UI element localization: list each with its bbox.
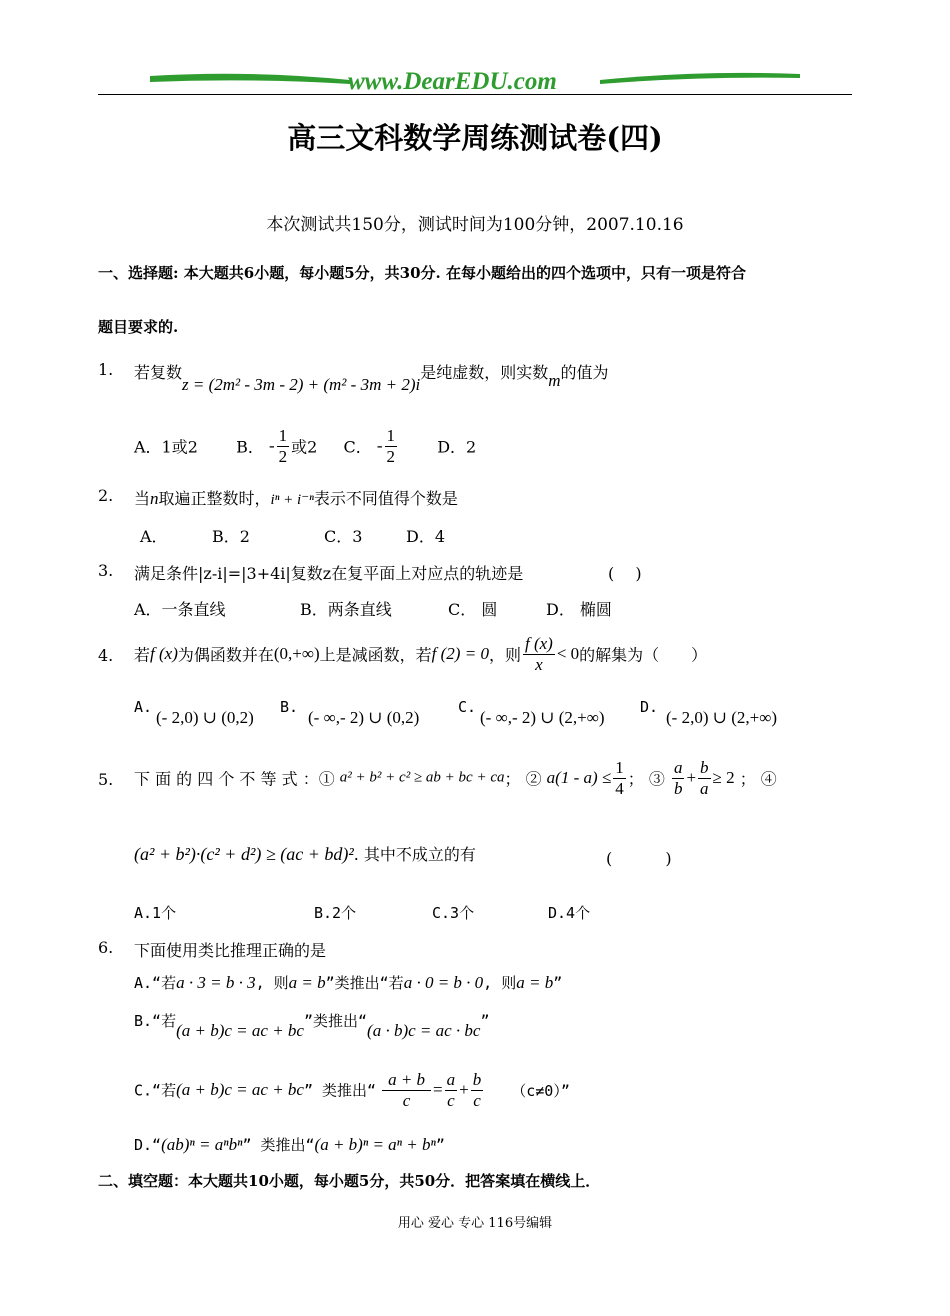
q5-option-d: D.4个 [548,904,591,922]
q3-option-c: C． 圆 [448,600,498,619]
q5-option-c: C.3个 [432,904,475,922]
q3-stem: 满足条件|z-i|=|3+4i|复数z在复平面上对应点的轨迹是 [134,564,524,583]
q5-option-b: B.2个 [314,904,357,922]
q4-option-a: (- 2,0) ∪ (0,2) [156,708,254,727]
q4-option-a-label: A. [134,698,153,716]
q1-option-c-label: C． [343,437,372,457]
q5-number: 5. [98,770,114,789]
q1-options: A．1或2 B． - $\frac{1}{2}$ 或2 C． - $\frac{1}{2}$ D．2 [134,426,477,466]
q4-option-c: (- ∞,- 2) ∪ (2,+∞) [480,708,605,727]
q4-option-b: (- ∞,- 2) ∪ (0,2) [308,708,420,727]
subtitle: 本次测试共150分，测试时间为100分钟，2007.10.16 [266,215,684,235]
q3-answer-paren: ( ) [608,564,642,583]
q3-option-a: A．一条直线 [134,600,226,619]
q6-number: 6. [98,938,114,957]
q6-stem: 下面使用类比推理正确的是 [134,941,327,960]
q4-number: 4. [98,646,114,665]
q2-option-c: C．3 [324,527,363,546]
q1-stem: 若复数z = (2m² - 3m - 2) + (m² - 3m + 2)i是纯虚数，则实数m的值为 [134,363,609,394]
q1-option-b-label: B． [236,437,264,457]
q1-number: 1. [98,360,114,379]
q1-formula: z = (2m² - 3m - 2) + (m² - 3m + 2)i [182,375,421,394]
q5-ineq-4: (a² + b²)·(c² + d²) ≥ (ac + bd)² [134,844,354,864]
q2-option-d: D．4 [406,527,446,546]
q4-stem: 若f (x)为偶函数并在(0,+∞)上是减函数，若f (2) = 0，则 $\frac{f (x)}{x}$ < 0的解集为（ ） [134,634,708,674]
q6-option-b: B.“若(a + b)c = ac + bc”类推出“(a · b)c = ac · bc” [134,1012,490,1040]
logo-text: www.DearEDU.com [348,68,557,95]
q2-option-a: A． [140,527,168,546]
q4-fraction: $\frac{f (x)}{x}$ [524,634,553,674]
q2-number: 2. [98,486,114,505]
section2-heading: 二、填空题：本大题共10小题，每小题5分，共50分．把答案填在横线上． [98,1172,601,1190]
q1-option-c-frac: $\frac{1}{2}$ [386,426,396,466]
section1-heading: 一、选择题: 本大题共6小题，每小题5分，共30分. 在每小题给出的四个选项中，只有一项是符合 [98,264,746,282]
q5-ineq-2: a(1 - a) ≤ [546,768,612,788]
q5-ineq-1: a² + b² + c² ≥ ab + bc + ca [339,769,505,786]
q1-option-d: D．2 [437,437,477,457]
q5-option-a: A.1个 [134,904,177,922]
q2-stem: 当n取遍正整数时，iⁿ + i⁻ⁿ表示不同值得个数是 [134,489,458,508]
q4-option-b-label: B. [280,698,299,716]
q6-option-a: A.“若a · 3 = b · 3, 则a = b”类推出“若a · 0 = b · 0, 则a = b” [134,973,563,992]
q3-option-d: D． 椭圆 [546,600,612,619]
q4-option-d-label: D. [640,698,659,716]
q3-option-b: B．两条直线 [300,600,392,619]
q6-option-c: C.“若(a + b)c = ac + bc” 类推出“ $\frac{a + b}{c}$ = $\frac{a}{c}$ + $\frac{b}{c}$ （c≠0）” [134,1070,570,1110]
q1-option-a: A．1或2 [134,437,198,457]
q5-stem-cont: (a² + b²)·(c² + d²) ≥ (ac + bd)². 其中不成立的有 [134,844,476,864]
q1-option-b-frac: $\frac{1}{2}$ [278,426,288,466]
q6-option-d: D.“(ab)ⁿ = aⁿbⁿ” 类推出“(a + b)ⁿ = aⁿ + bⁿ” [134,1135,445,1154]
page-title: 高三文科数学周练测试卷(四) [287,121,663,155]
q4-option-d: (- 2,0) ∪ (2,+∞) [666,708,778,727]
section1-heading-cont: 题目要求的. [98,318,179,336]
q4-option-c-label: C. [458,698,477,716]
q2-option-b: B．2 [212,527,250,546]
q5-stem: 下 面 的 四 个 不 等 式 ：① a² + b² + c² ≥ ab + bc + ca； ② a(1 - a) ≤ $\frac{1}{4}$ ； ③ $\frac{a}{b}$ + $\frac{b}{a}$ ≥ 2 ； ④ [134,758,777,798]
q3-number: 3. [98,561,114,580]
footer: 用心 爱心 专心 116号编辑 [397,1216,553,1231]
header-rule [98,94,852,95]
q2-formula: iⁿ + i⁻ⁿ [270,492,314,508]
q5-answer-paren: ( ) [606,849,672,868]
